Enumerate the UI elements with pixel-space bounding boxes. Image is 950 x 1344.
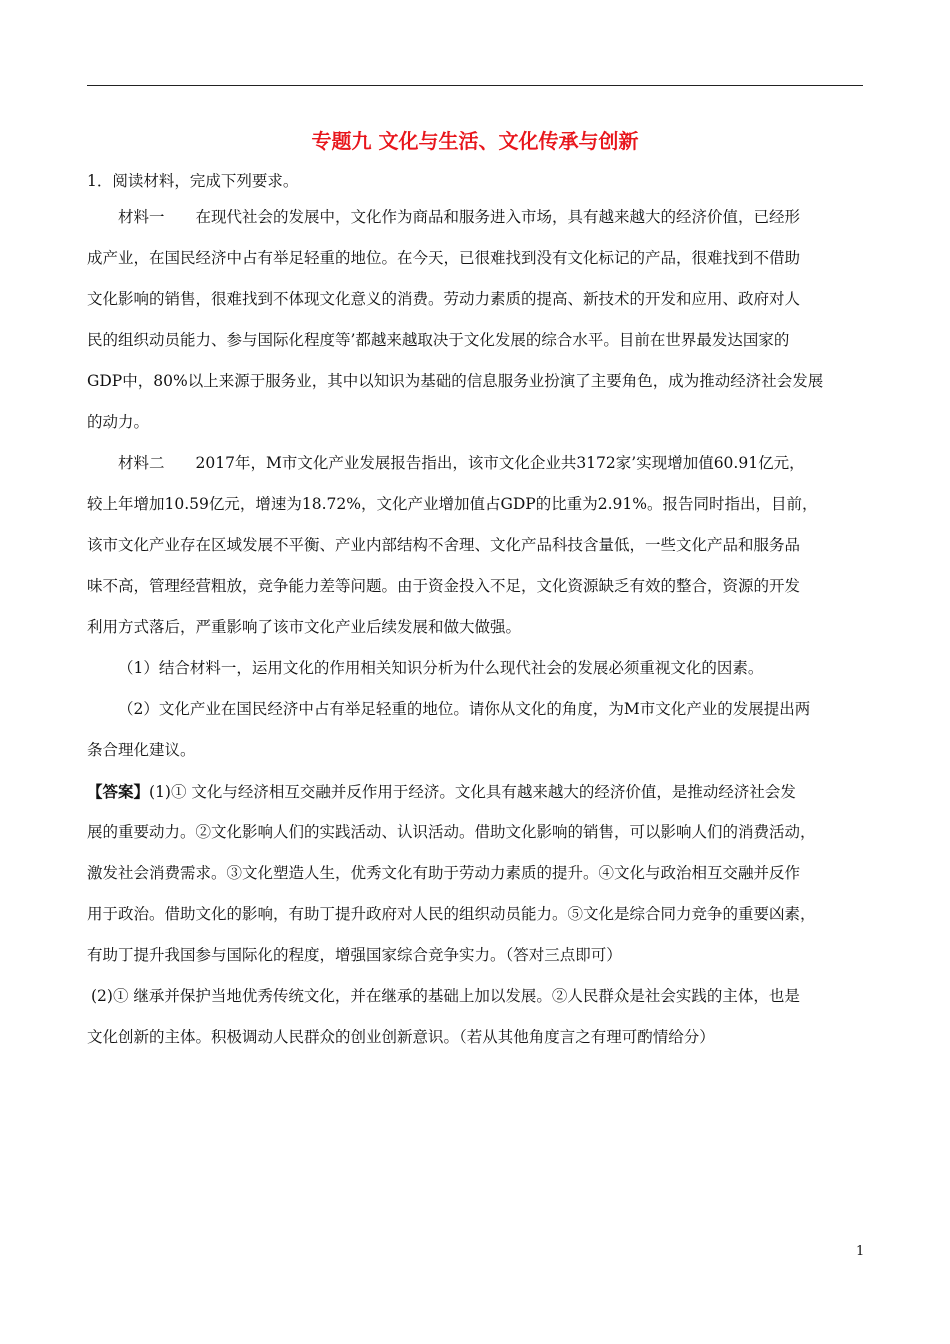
page-number: 1 <box>856 1244 865 1259</box>
sub-question-2: （2）文化产业在国民经济中占有举足轻重的地位。请你从文化的角度，为M市文化产业的发展提出两 <box>118 700 811 718</box>
material1-line: 的动力。 <box>87 413 150 431</box>
document-body <box>87 167 863 1058</box>
material2-line: 较上年增加10.59亿元，增速为18.72%，文化产业增加值占GDP的比重为2.91%。报告同时指出，目前， <box>87 495 818 513</box>
material1-line: 民的组织动员能力、参与国际化程度等’都越来越取决于文化发展的综合水平。目前在世界最发达国家的 <box>87 331 790 349</box>
material2-line: 利用方式落后，严重影响了该市文化产业后续发展和做大做强。 <box>87 618 522 636</box>
question-prompt: 1．阅读材料，完成下列要求。 <box>87 172 299 190</box>
answer-line: 展的重要动力。②文化影响人们的实践活动、认识活动。借助文化影响的销售，可以影响人们的消费活动， <box>87 823 816 841</box>
answer-line: 有助丁提升我国参与国际化的程度，增强国家综合竞争实力。（答对三点即可） <box>87 946 622 964</box>
answer-line <box>87 771 863 812</box>
material2-line: 味不高，管理经营粗放，竞争能力差等问题。由于资金投入不足，文化资源缺乏有效的整合，资源的开发 <box>87 577 801 595</box>
page-title: 专题九 文化与生活、文化传承与创新 <box>311 129 639 153</box>
material1-line: 文化影响的销售，很难找到不体现文化意义的消费。劳动力素质的提高、新技术的开发和应用、政府对人 <box>87 290 801 308</box>
material1-line: GDP中，80%以上来源于服务业，其中以知识为基础的信息服务业扮演了主要角色，成为推动经济社会发展 <box>87 372 824 390</box>
answer-part2-line: (2)① 继承并保护当地优秀传统文化，并在继承的基础上加以发展。②人民群众是社会实践的主体，也是 <box>91 987 800 1005</box>
material2-line: 材料二 2017年，M市文化产业发展报告指出，该市文化企业共3172家’实现增加值60.91亿元， <box>118 454 805 472</box>
material1-line: 材料一 在现代社会的发展中，文化作为商品和服务进入市场，具有越来越大的经济价值，已经形 <box>118 208 801 226</box>
header-rule <box>87 85 863 86</box>
sub-question-2-cont: 条合理化建议。 <box>87 741 196 759</box>
sub-question-1: （1）结合材料一，运用文化的作用相关知识分析为什么现代社会的发展必须重视文化的因素。 <box>118 659 764 677</box>
material1-line: 成产业，在国民经济中占有举足轻重的地位。在今天，已很难找到没有文化标记的产品，很难找到不借助 <box>87 249 801 267</box>
answer-text: (1)① 文化与经济相互交融并反作用于经济。文化具有越来越大的经济价值，是推动经济社会发 <box>149 783 796 801</box>
material2-line: 该市文化产业存在区域发展不平衡、产业内部结构不舍理、文化产品科技含量低，一些文化产品和服务品 <box>87 536 801 554</box>
answer-line: 用于政治。借助文化的影响，有助丁提升政府对人民的组织动员能力。⑤文化是综合同力竞争的重要凶素， <box>87 905 816 923</box>
answer-line: 激发社会消费需求。③文化塑造人生，优秀文化有助于劳动力素质的提升。④文化与政治相互交融并反作 <box>87 864 801 882</box>
answer-part2-line: 文化创新的主体。积极调动人民群众的创业创新意识。（若从其他角度言之有理可酌情给分） <box>87 1028 715 1046</box>
answer-label: 【答案】 <box>87 782 150 801</box>
